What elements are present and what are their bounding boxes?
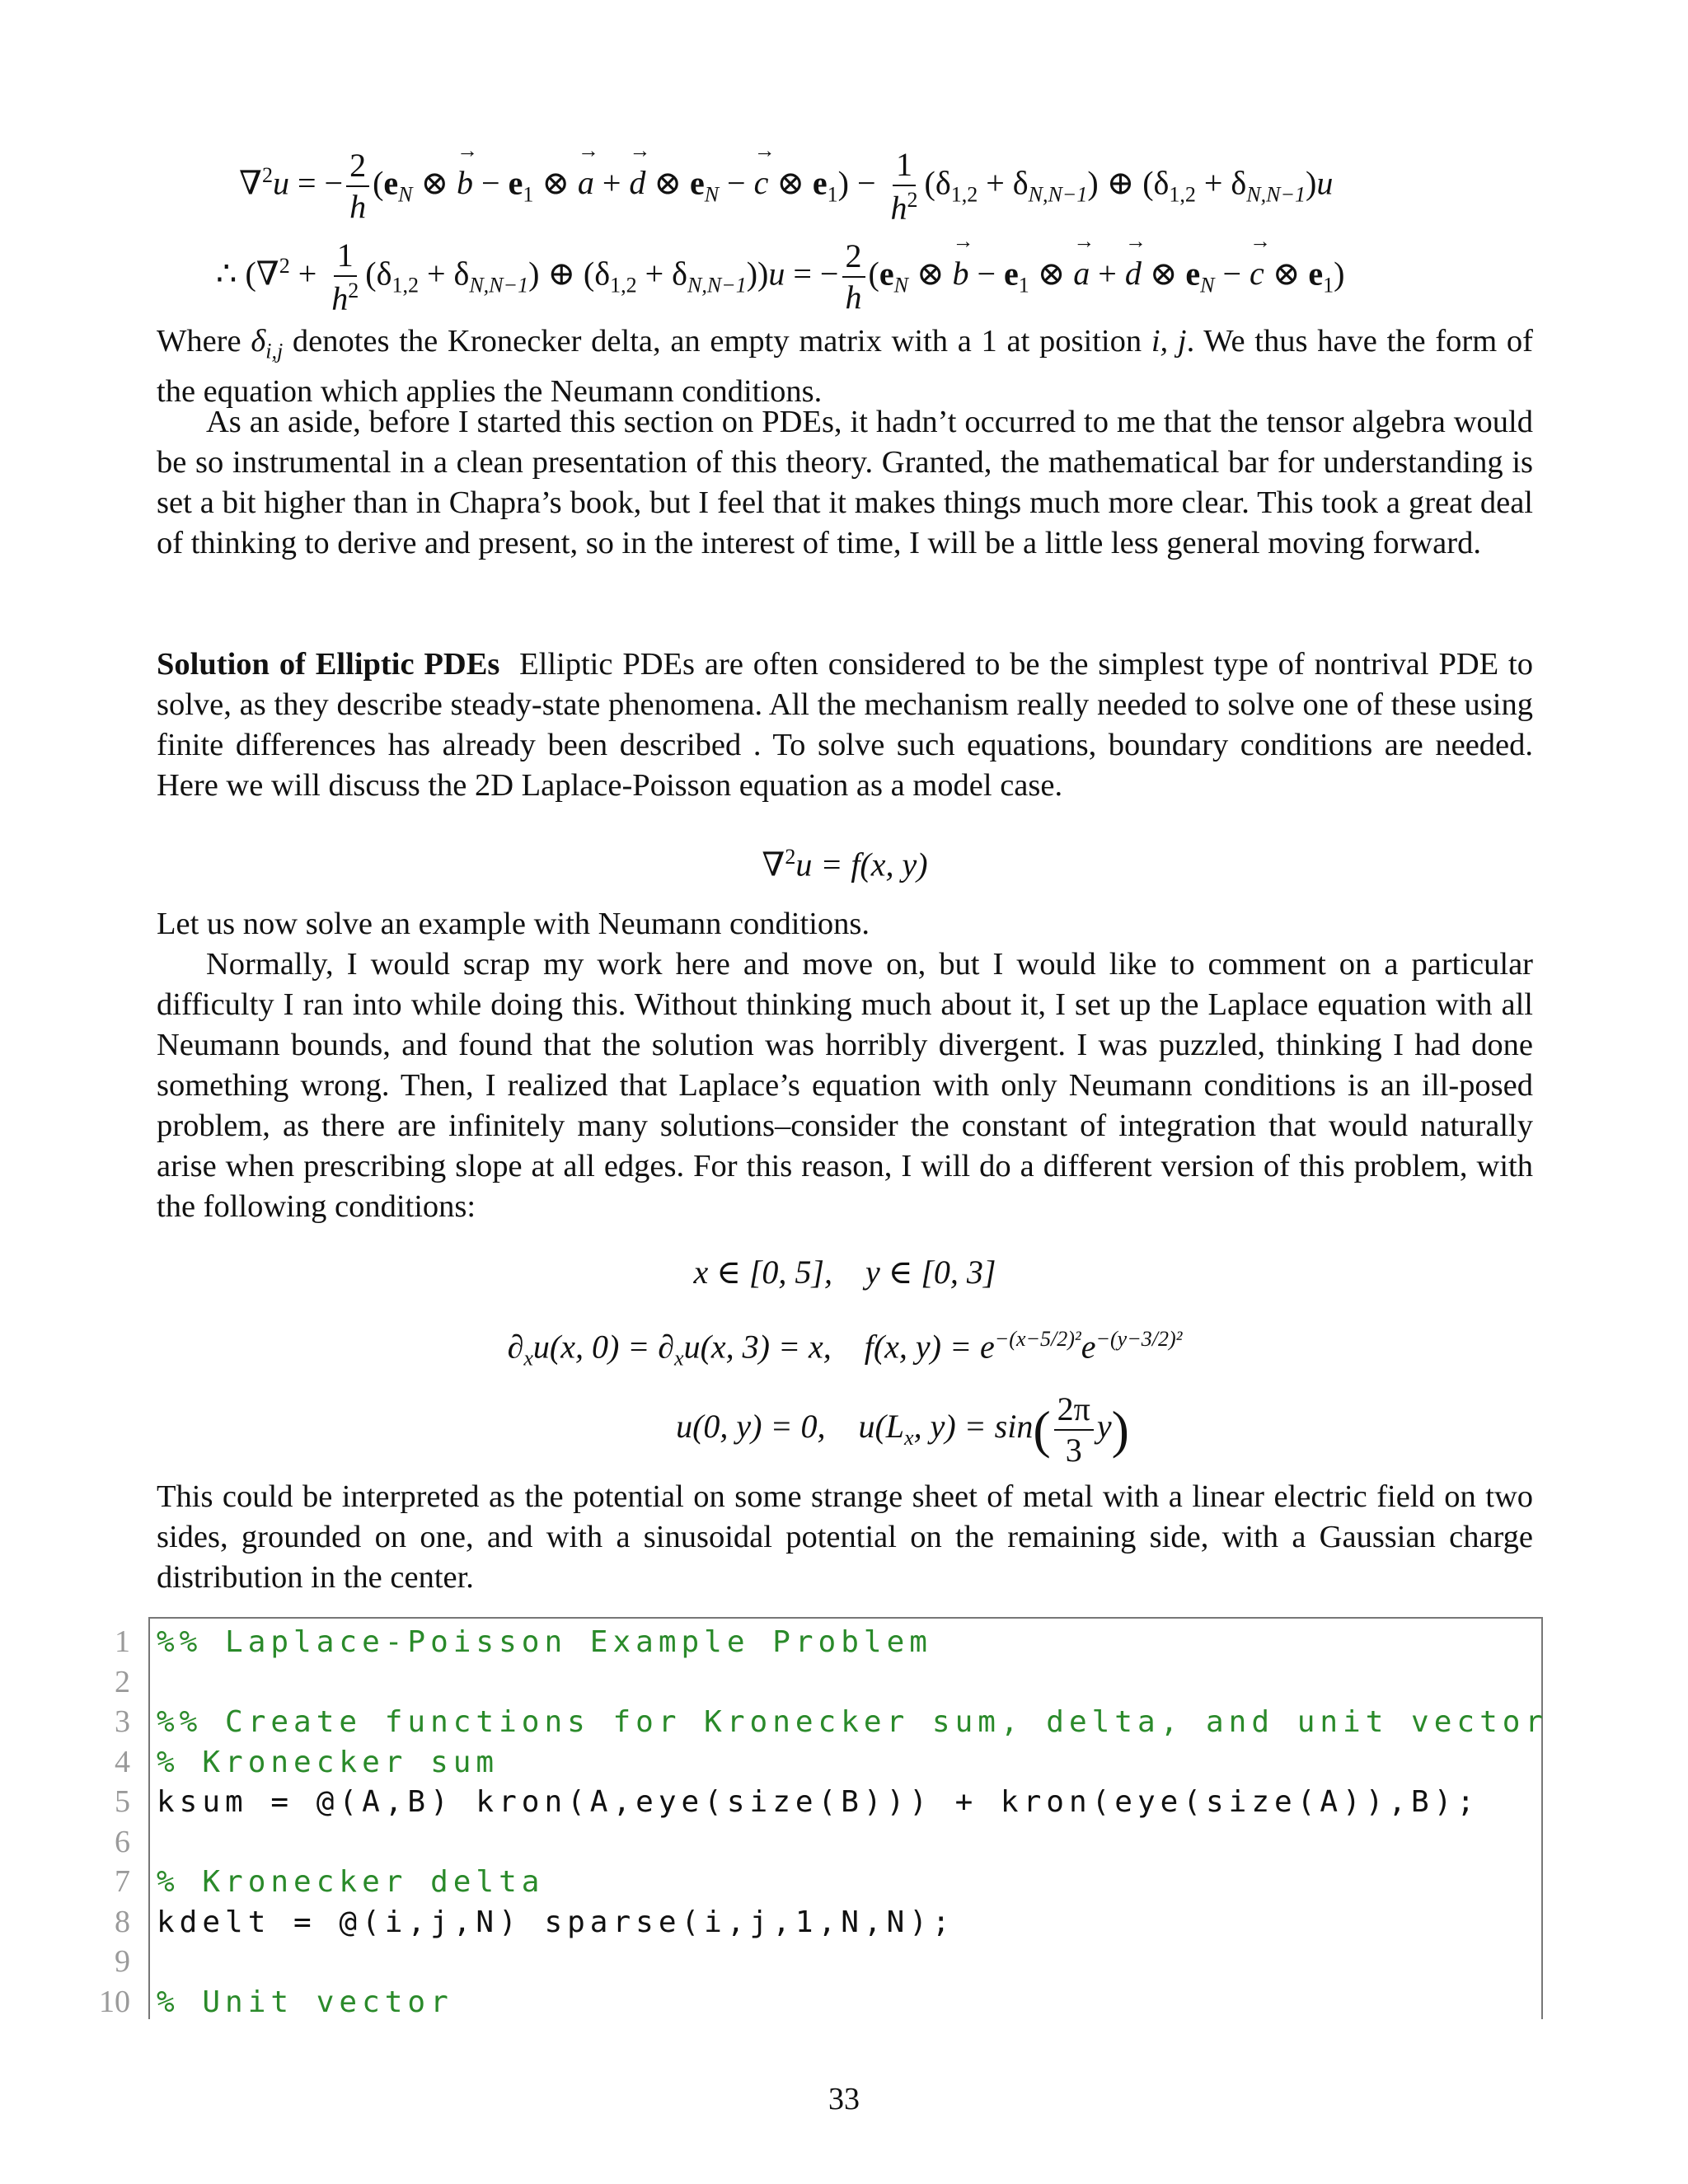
page-number: 33: [828, 2082, 860, 2116]
section-heading: Solution of Elliptic PDEs: [157, 647, 500, 682]
equation-neumann-form: ∴ (∇$^2$ + $\frac{1}{h^2}$ $(\delta_{1,2} + \delta_{N,N-1})$ ⊕ $(\delta_{1,2} + \delta_{N,N-1}))u$ = − $\frac{2}{h}$ ($e_N$ ⊗ → $b - e_1$ ⊗ → a + → d ⊗ $e_N$ − → c ⊗ $e_1$): [216, 239, 1592, 315]
equation-domain: x ∈ [0, 5], y ∈ [0, 3]: [693, 1254, 996, 1291]
equation-boundary-conditions-2: u(0, y) = 0, $u(L_x$, y) = sin( $\frac{2\pi}{3}$ y): [676, 1390, 1129, 1469]
equation-laplace-poisson: ∇$^2$u = f(x, y): [762, 845, 928, 883]
code-line: [0, 1782, 1566, 1822]
vector-d: → d: [629, 163, 645, 202]
paragraph-aside: As an aside, before I started this section on PDEs, it hadn’t occurred to me that the tensor algebra would be so instrumental in a clean presentation of this theory. Granted, the mathematical bar for understanding is set a bit higher than in Chapra’s book, but I feel that it makes things much more clear. This took a great deal of thinking to derive and present, so in the interest of time, I will be a little less general moving forward.: [157, 405, 1533, 560]
fraction: $\frac{2}{h}$: [842, 240, 865, 314]
line-number: 8: [115, 1904, 130, 1939]
code-line: [0, 1662, 1566, 1703]
line-number: 4: [115, 1744, 130, 1779]
vector-b: → b: [457, 163, 473, 202]
code-line: [0, 1742, 1566, 1783]
vector-a: → a: [578, 163, 594, 202]
code-comment: %% Laplace-Poisson Example Problem: [157, 1625, 932, 1659]
nabla-symbol: ∇: [239, 164, 262, 202]
paragraph-interpretation: This could be interpreted as the potential on some strange sheet of metal with a linear electric field on two sides, grounded on one, and with a sinusoidal potential on the remaining side, with a Gaussian charge distribution in the center.: [157, 1479, 1533, 1595]
code-comment: % Kronecker delta: [157, 1865, 545, 1899]
code-line: [0, 1702, 1566, 1742]
line-number: 5: [115, 1784, 130, 1819]
code-line: [0, 1862, 1566, 1902]
code-statement: ksum = @(A,B) kron(A,eye(size(B))) + kron(eye(size(A)),B);: [157, 1785, 1480, 1819]
line-number: 9: [115, 1944, 130, 1979]
paragraph-elliptic-pdes: Solution of Elliptic PDEs Elliptic PDEs are often considered to be the simplest type of nontrival PDE to solve, as they describe steady-state phenomena. All the mechanism really needed to solve one of these using finite differences has already been described . To solve such equations, boundary conditions are needed. Here we will discuss the 2D Laplace-Poisson equation as a model case.: [157, 647, 1533, 803]
fraction: $\frac{1}{h^2}$: [331, 237, 359, 317]
vector-c: → c: [754, 163, 769, 202]
code-line: [0, 1622, 1566, 1662]
code-line: [0, 1982, 1566, 2022]
paragraph-difficulty: Normally, I would scrap my work here and move on, but I would like to comment on a particular difficulty I ran into while doing this. Without thinking much about it, I set up the Laplace equation with all Neumann bounds, and found that the solution was horribly divergent. I was puzzled, thinking I had done something wrong. Then, I realized that Laplace’s equation with only Neumann conditions is an ill-posed problem, as there are infinitely many solutions–consider the constant of integration that would naturally arise when prescribing slope at all edges. For this reason, I will do a different version of this problem, with the following conditions:: [157, 947, 1533, 1224]
paragraph-example-intro: Let us now solve an example with Neumann conditions.: [157, 907, 870, 941]
equation-laplacian-neumann: ∇$^2$u = − $\frac{2}{h}$ ($e_N$ ⊗ → $b - e_1$ ⊗ → a + → d ⊗ $e_N$ − → c ⊗ $e_1$) − $\frac{1}{h^2}$ $(\delta_{1,2} + \delta_{N,N-1})$ ⊕ $(\delta_{1,2} + \delta_{N,N-1})u$: [239, 148, 1615, 224]
line-number: 3: [115, 1704, 130, 1739]
fraction: $\frac{2}{h}$: [346, 149, 369, 223]
equation-boundary-conditions-1: $\partial_xu(x$, $0) = \partial_xu(x$, 3) = x, f(x, $y) = e^{-(x-5/2)^2}e^{-(y-3/2)^2}$: [507, 1327, 1183, 1371]
line-number: 1: [115, 1624, 130, 1659]
fraction: $\frac{1}{h^2}$: [890, 146, 918, 227]
code-line: [0, 1822, 1566, 1863]
code-line: [0, 1942, 1566, 1982]
fraction: $\frac{2\pi}{3}$: [1054, 1393, 1094, 1467]
code-comment: % Unit vector: [157, 1985, 453, 2019]
line-number: 2: [115, 1664, 130, 1699]
code-comment: %% Create functions for Kronecker sum, delta, and unit vector: [157, 1705, 1549, 1739]
line-number: 10: [99, 1984, 130, 2019]
code-statement: kdelt = @(i,j,N) sparse(i,j,1,N,N);: [157, 1905, 955, 1939]
code-comment: % Kronecker sum: [157, 1745, 499, 1779]
line-number: 6: [115, 1824, 130, 1859]
code-line: [0, 1902, 1566, 1943]
line-number: 7: [115, 1864, 130, 1899]
paragraph-kronecker-delta: Where $\delta_{i,j}$ denotes the Kronecker delta, an empty matrix with a 1 at position i, j. We thus have the form of the equation which applies the Neumann conditions.: [157, 324, 1533, 409]
